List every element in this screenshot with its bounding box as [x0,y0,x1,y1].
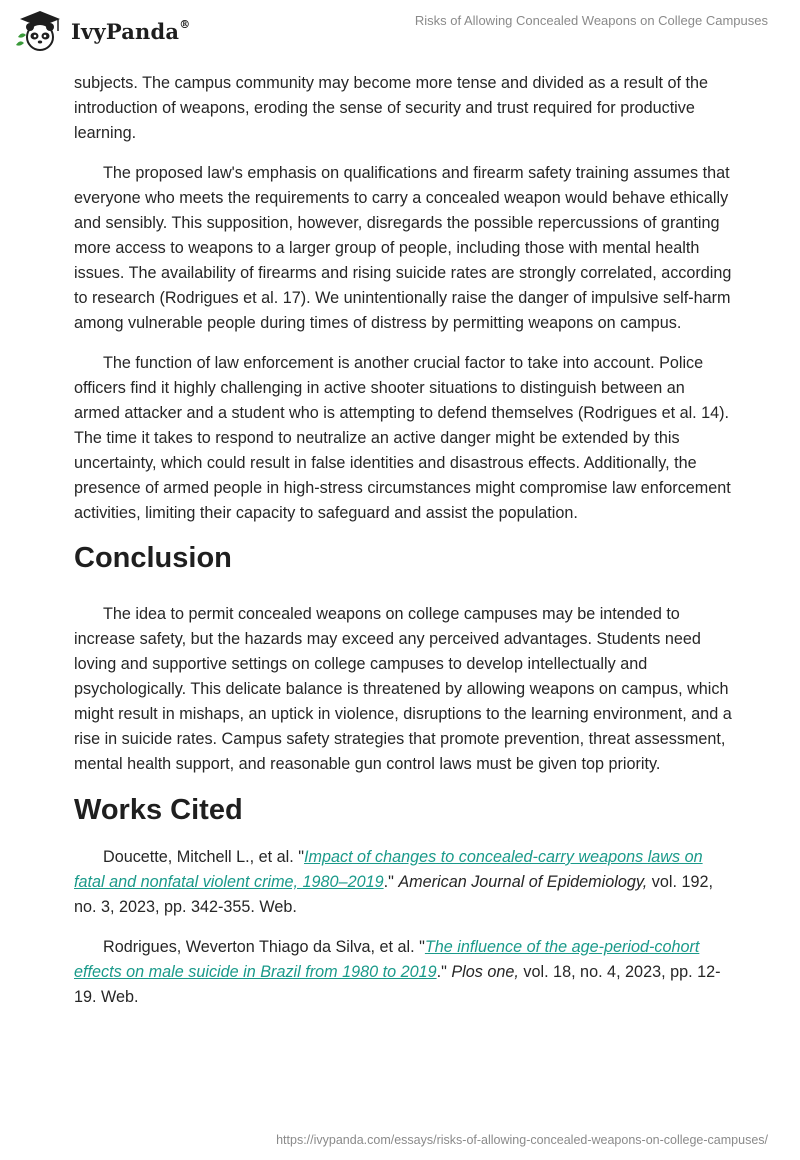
works-cited-heading: Works Cited [74,794,243,826]
brand-logo[interactable] [14,9,190,53]
citation-entry [74,845,734,920]
conclusion-paragraph: The idea to permit concealed weapons on college campuses may be intended to increase safety, but the hazards may exceed any perceived advantages. Students need loving and supportive settings on college campuses to develop intellectually and psychologically. This delicate balance is threatened by allowing weapons on campus, which might result in mishaps, an uptick in violence, disruptions to the learning environment, and a rise in suicide rates. Campus safety strategies that promote prevention, threat assessment, mental health support, and reasonable gun control laws must be given top priority. [74,605,732,773]
registered-mark: ® [179,17,191,31]
citation-author: Rodrigues, Weverton Thiago da Silva, et al. " [103,938,425,956]
paragraph-law-enforcement: The function of law enforcement is another crucial factor to take into account. Police officers find it highly challenging in active shooter situations to distinguish between an armed attacker and a student who is attempting to defend themselves (Rodrigues et al. 14). The time it takes to respond to neutralize an active danger might be extended by this uncertainty, which could result in false identities and disastrous effects. Additionally, the presence of armed people in high-stress circumstances might compromise law enforcement activities, limiting their capacity to safeguard and assist the population. [74,354,731,522]
citation-author: Doucette, Mitchell L., et al. " [103,848,304,866]
panda-mascot-icon [14,9,66,53]
citation-punct: ." [436,963,452,981]
citation-link[interactable]: Impact of changes to concealed-carry weapons laws on fatal and nonfatal violent crime, 1980–2019 [74,848,703,891]
brand-name: IvyPanda® [71,17,191,44]
citation-link[interactable]: The influence of the age-period-cohort effects on male suicide in Brazil from 1980 to 2019 [74,938,700,981]
paragraph-continuation: subjects. The campus community may become more tense and divided as a result of the introduction of weapons, eroding the sense of security and trust required for productive learning. [74,74,709,142]
document-title: Risks of Allowing Concealed Weapons on College Campuses [414,13,768,28]
conclusion-heading: Conclusion [74,542,232,574]
citation-punct: ." [383,873,399,891]
source-url[interactable]: https://ivypanda.com/essays/risks-of-allowing-concealed-weapons-on-college-campuses/ [276,1133,768,1147]
paragraph-safety-training: The proposed law's emphasis on qualifications and firearm safety training assumes that everyone who meets the requirements to carry a concealed weapon would behave ethically and sensibly. This supposition, however, disregards the possible repercussions of granting more access to weapons to a larger group of people, including those with mental health issues. The availability of firearms and rising suicide rates are strongly correlated, according to research (Rodrigues et al. 17). We unintentionally raise the danger of impulsive self-harm among vulnerable people during times of distress by permitting weapons on campus. [74,164,732,332]
page-header [0,0,800,66]
citation-journal: Plos one, [451,963,519,981]
citation-details: vol. 192, no. 3, 2023, pp. 342-355. Web. [74,873,713,916]
citation-entry [74,935,734,1010]
citation-journal: American Journal of Epidemiology, [398,873,648,891]
essay-body [74,71,734,1025]
citation-details: vol. 18, no. 4, 2023, pp. 12-19. Web. [74,963,721,1006]
